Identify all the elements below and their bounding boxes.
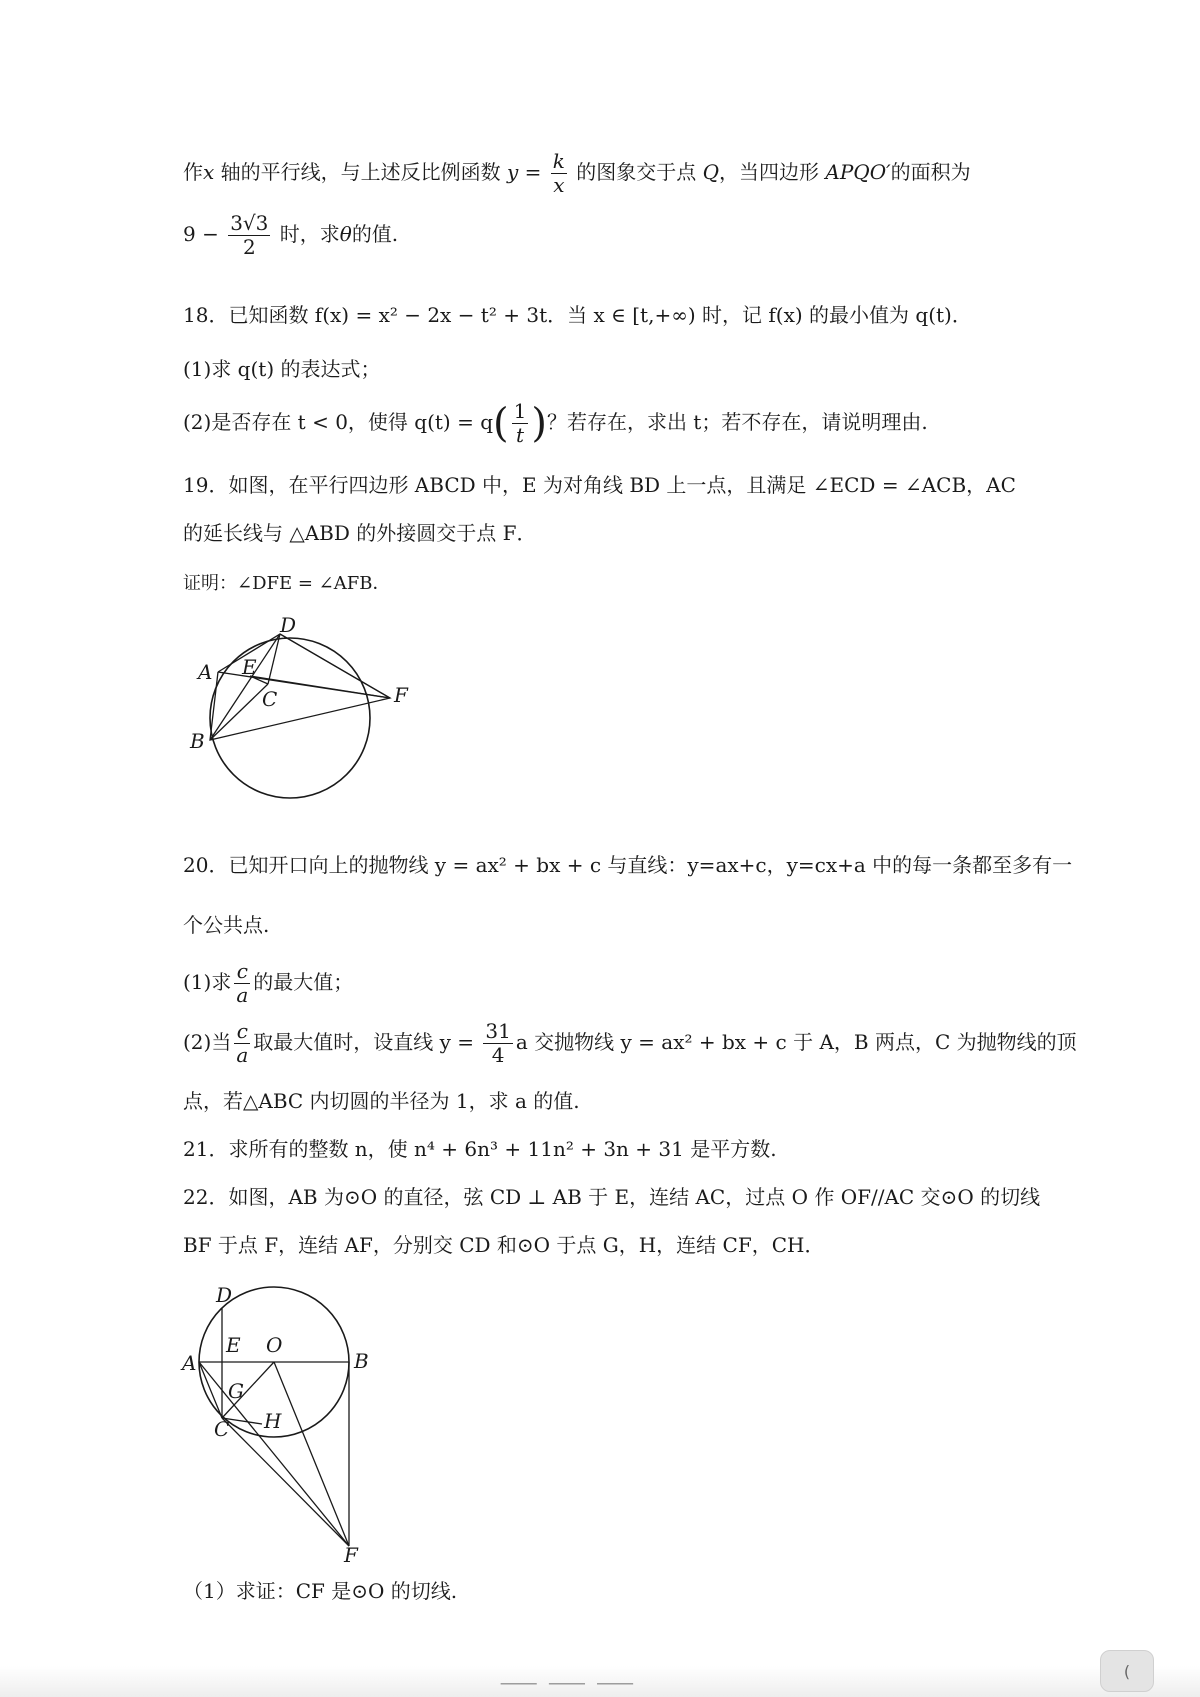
q19-line1: 19．如图，在平行四边形 ABCD 中，E 为对角线 BD 上一点，且满足 ∠ECD = ∠ACB，AC <box>183 473 1016 497</box>
q22-label-D: D <box>216 1283 233 1307</box>
q22-line2: BF 于点 F，连结 AF，分别交 CD 和⊙O 于点 G，H，连结 CF，CH． <box>183 1233 825 1257</box>
q19-label-D: D <box>280 613 297 637</box>
q22-label-O: O <box>266 1333 283 1357</box>
footer-text: ⸻ ⸻ ⸻ <box>500 1674 637 1692</box>
q19-label-A: A <box>198 660 213 684</box>
fraction-31-over-4: $\frac{31}{4}$ <box>485 1019 511 1067</box>
q21-line: 21．求所有的整数 n，使 n⁴ + 6n³ + 11n² + 3n + 31 是平方数. <box>183 1137 777 1161</box>
q20-sub2: (2)当 $\frac{c}{a}$ 取最大值时，设直线 y = $\frac{31}{4}$ a 交抛物线 y = ax² + bx + c 于 A，B 两点，C 为抛物线的顶 <box>183 1019 1077 1067</box>
q19-label-B: B <box>190 729 205 753</box>
fraction-1-over-t: $\frac{1}{t}$ <box>513 399 527 447</box>
q18-stem: 18．已知函数 f(x) = x² − 2x − t² + 3t．当 x ∈ [t,+∞) 时，记 f(x) 的最小值为 q(t)． <box>183 303 972 327</box>
q22-sub1: （1）求证：CF 是⊙O 的切线. <box>183 1579 458 1603</box>
q19-label-C: C <box>262 687 278 711</box>
q19-proof: 证明：∠DFE = ∠AFB． <box>183 573 391 594</box>
q22-label-F: F <box>344 1543 358 1564</box>
q17-line1: 作x 轴的平行线，与上述反比例函数 y = $\frac{k}{x}$ 的图象交于点 Q，当四边形 APQO′的面积为 <box>183 149 971 197</box>
fraction-c-over-a: $\frac{c}{a}$ <box>236 959 249 1007</box>
q22-label-G: G <box>228 1379 244 1403</box>
corner-button[interactable]: ( <box>1100 1650 1154 1692</box>
q22-label-H: H <box>264 1409 282 1433</box>
q18-sub1: (1)求 q(t) 的表达式； <box>183 357 381 381</box>
q19-label-F: F <box>394 683 408 707</box>
q17-line2: 9 − $\frac{3√3}{2}$ 时，求θ的值. <box>183 211 399 259</box>
q22-circle-diagram <box>178 1278 388 1564</box>
fraction-c-over-a-2: $\frac{c}{a}$ <box>236 1019 249 1067</box>
q19-label-E: E <box>242 655 257 679</box>
q19-line2: 的延长线与 △ABD 的外接圆交于点 F． <box>183 521 537 545</box>
q22-label-B: B <box>354 1349 369 1373</box>
q18-sub2: (2)是否存在 t < 0，使得 q(t) = q( $\frac{1}{t}$ )？若存在，求出 t；若不存在，请说明理由. <box>183 399 928 447</box>
q20-line-last: 点，若△ABC 内切圆的半径为 1，求 a 的值. <box>183 1089 580 1113</box>
q19-circle-diagram <box>180 612 410 832</box>
q20-sub1: (1)求 $\frac{c}{a}$ 的最大值； <box>183 959 354 1007</box>
q20-line1: 20．已知开口向上的抛物线 y = ax² + bx + c 与直线：y=ax+c，y=cx+a 中的每一条都至多有一 <box>183 853 1073 877</box>
q22-line1: 22．如图，AB 为⊙O 的直径，弦 CD ⊥ AB 于 E，连结 AC，过点 O 作 OF//AC 交⊙O 的切线 <box>183 1185 1041 1209</box>
q22-label-E: E <box>226 1333 241 1357</box>
fraction-k-over-x: $\frac{k}{x}$ <box>552 149 565 197</box>
q20-line2: 个公共点. <box>183 913 270 937</box>
q22-label-A: A <box>182 1351 197 1375</box>
fraction-3root3-over-2: $\frac{3√3}{2}$ <box>230 211 269 259</box>
q22-label-C: C <box>214 1417 230 1441</box>
